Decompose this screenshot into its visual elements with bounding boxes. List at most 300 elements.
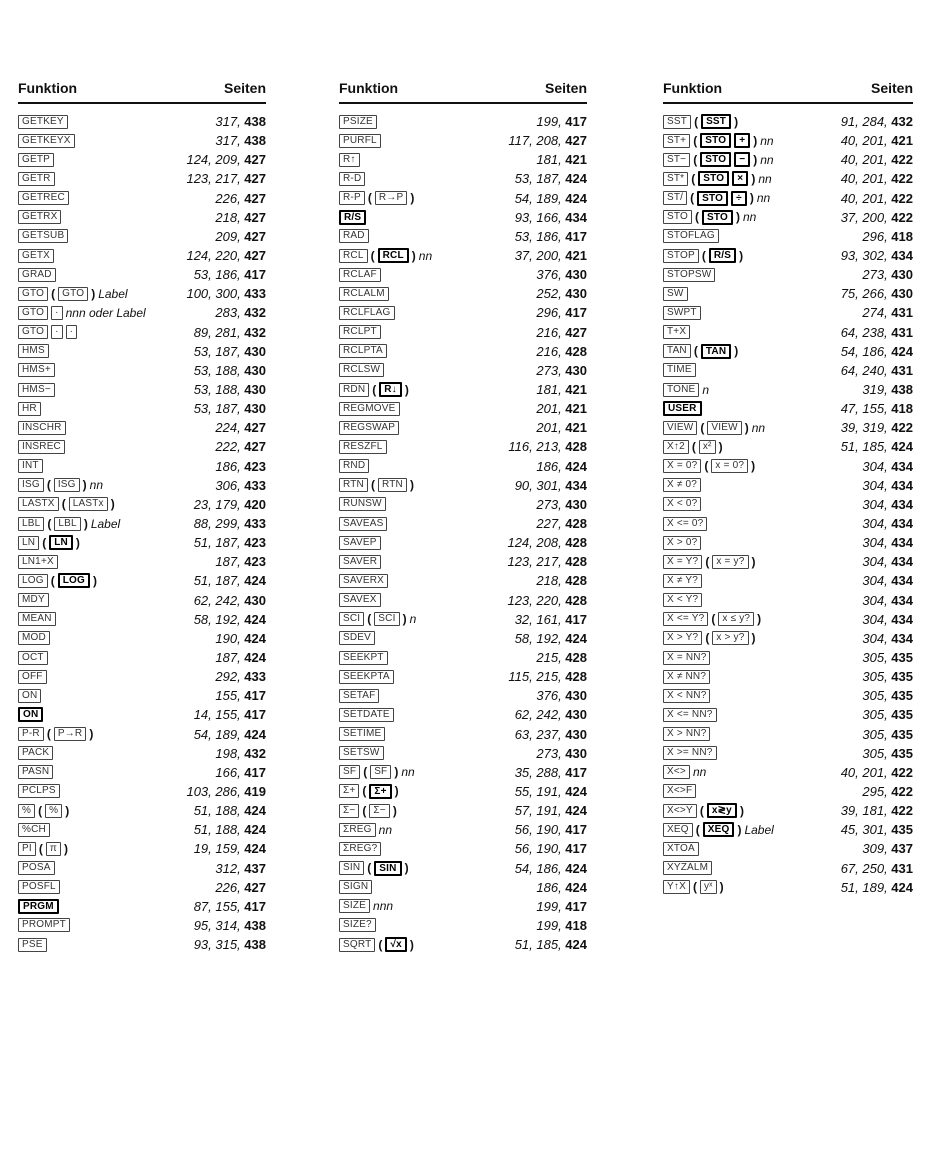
open-paren: ( bbox=[695, 822, 700, 837]
function-key: POSFL bbox=[18, 880, 60, 894]
keyboard-key: SIN bbox=[374, 861, 401, 876]
index-rows bbox=[339, 104, 587, 954]
function-cell bbox=[663, 517, 707, 531]
page-numbers: 58, 192, bbox=[193, 611, 245, 627]
page-numbers: 93, 302, bbox=[840, 248, 892, 264]
function-cell bbox=[339, 497, 386, 511]
main-page-number: 424 bbox=[244, 611, 266, 627]
main-page-number: 422 bbox=[891, 764, 913, 780]
page-numbers: 273, bbox=[536, 362, 566, 378]
page-numbers: 54, 189, bbox=[514, 190, 566, 206]
function-key: SST bbox=[663, 115, 691, 129]
page-numbers: 199, bbox=[536, 898, 566, 914]
function-cell bbox=[339, 689, 379, 703]
page-refs bbox=[215, 114, 266, 129]
page-numbers: 51, 187, bbox=[193, 573, 245, 589]
main-page-number: 421 bbox=[891, 133, 913, 149]
column-header bbox=[339, 80, 587, 104]
index-row bbox=[663, 591, 913, 610]
function-cell bbox=[18, 421, 66, 435]
page-numbers: 115, 215, bbox=[508, 669, 566, 685]
page-numbers: 187, bbox=[215, 554, 245, 570]
page-refs bbox=[862, 593, 913, 608]
main-page-number: 435 bbox=[891, 726, 913, 742]
main-page-number: 434 bbox=[891, 554, 913, 570]
page-numbers: 305, bbox=[862, 726, 892, 742]
function-key: STO bbox=[663, 210, 692, 224]
function-key: X <= NN? bbox=[663, 708, 717, 722]
function-cell bbox=[18, 823, 50, 837]
main-page-number: 434 bbox=[565, 209, 587, 225]
function-cell bbox=[18, 363, 55, 377]
function-key: X >= NN? bbox=[663, 746, 717, 760]
function-key: SIZE bbox=[339, 899, 370, 913]
main-page-number: 428 bbox=[565, 516, 587, 532]
main-page-number: 417 bbox=[565, 114, 587, 130]
main-page-number: 428 bbox=[565, 343, 587, 359]
pages-header: Seiten bbox=[870, 80, 913, 96]
function-cell bbox=[18, 938, 47, 952]
page-numbers: 53, 186, bbox=[193, 267, 245, 283]
function-cell bbox=[339, 555, 381, 569]
main-page-number: 427 bbox=[244, 248, 266, 264]
index-row bbox=[339, 935, 587, 954]
function-cell bbox=[18, 383, 55, 397]
main-page-number: 424 bbox=[244, 650, 266, 665]
page-refs bbox=[862, 650, 913, 665]
function-cell bbox=[18, 880, 60, 894]
page-refs bbox=[194, 535, 266, 550]
function-key: HMS bbox=[18, 344, 49, 358]
parameter-suffix: nn bbox=[378, 822, 393, 837]
function-key: PRGM bbox=[18, 899, 59, 914]
page-refs bbox=[515, 171, 587, 186]
page-numbers: 216, bbox=[536, 343, 566, 359]
close-paren: ) bbox=[409, 937, 414, 952]
main-page-number: 424 bbox=[565, 630, 587, 646]
page-numbers: 155, bbox=[215, 688, 245, 704]
page-numbers: 187, bbox=[215, 650, 245, 665]
page-refs bbox=[862, 478, 913, 493]
parameter-suffix: Label bbox=[98, 286, 128, 301]
open-paren: ( bbox=[691, 171, 696, 186]
index-row bbox=[339, 820, 587, 839]
index-row bbox=[339, 189, 587, 208]
open-paren: ( bbox=[704, 459, 709, 474]
page-numbers: 295, bbox=[862, 783, 892, 799]
page-numbers: 304, bbox=[862, 458, 892, 474]
function-key: GETR bbox=[18, 172, 55, 186]
function-key: SETSW bbox=[339, 746, 384, 760]
index-row bbox=[18, 858, 266, 877]
page-numbers: 304, bbox=[862, 535, 892, 551]
main-page-number: 417 bbox=[565, 898, 587, 914]
main-page-number: 434 bbox=[891, 516, 913, 532]
page-refs bbox=[862, 267, 913, 282]
main-page-number: 423 bbox=[244, 458, 266, 474]
main-page-number: 437 bbox=[244, 860, 266, 876]
function-key: RESZFL bbox=[339, 440, 387, 454]
function-cell bbox=[18, 478, 103, 492]
function-key: GETKEYX bbox=[18, 134, 75, 148]
parameter-suffix: nn bbox=[742, 210, 757, 225]
page-refs bbox=[536, 286, 587, 301]
page-numbers: 216, bbox=[536, 324, 566, 340]
function-key: STOP bbox=[663, 249, 699, 263]
index-row bbox=[663, 208, 913, 227]
open-paren: ( bbox=[370, 478, 375, 493]
open-paren: ( bbox=[38, 803, 43, 818]
page-refs bbox=[862, 497, 913, 512]
function-cell bbox=[663, 287, 688, 301]
function-cell bbox=[663, 670, 710, 684]
page-numbers: 292, bbox=[215, 669, 245, 685]
index-row bbox=[18, 112, 266, 131]
function-cell bbox=[18, 344, 49, 358]
function-cell bbox=[18, 842, 68, 856]
parameter-suffix: nn bbox=[760, 152, 774, 167]
function-cell bbox=[18, 134, 75, 148]
function-cell bbox=[663, 765, 706, 779]
function-key: X = Y? bbox=[663, 555, 702, 569]
index-row bbox=[339, 571, 587, 590]
function-cell bbox=[663, 803, 744, 818]
index-row bbox=[18, 246, 266, 265]
page-numbers: 39, 181, bbox=[840, 803, 892, 819]
open-paren: ( bbox=[46, 727, 51, 742]
page-refs bbox=[862, 459, 913, 474]
close-paren: ) bbox=[734, 114, 739, 129]
page-numbers: 124, 220, bbox=[186, 248, 245, 264]
function-key: X = 0? bbox=[663, 459, 701, 473]
parameter-suffix: nn bbox=[401, 765, 415, 780]
function-key: STOFLAG bbox=[663, 229, 719, 243]
page-refs bbox=[536, 401, 587, 416]
page-numbers: 201, bbox=[536, 401, 566, 417]
function-key: SETIME bbox=[339, 727, 385, 741]
page-refs bbox=[194, 267, 266, 282]
index-row bbox=[663, 131, 913, 150]
page-numbers: 91, 284, bbox=[840, 114, 892, 130]
function-key: RCLALM bbox=[339, 287, 389, 301]
function-key: X<> bbox=[663, 765, 690, 779]
function-cell bbox=[663, 822, 774, 837]
keyboard-key: LASTx bbox=[69, 497, 108, 511]
page-numbers: 309, bbox=[862, 841, 892, 857]
page-numbers: 304, bbox=[862, 496, 892, 512]
main-page-number: 430 bbox=[565, 286, 587, 302]
main-page-number: 427 bbox=[244, 152, 266, 168]
index-row bbox=[663, 725, 913, 744]
page-numbers: 103, 286, bbox=[186, 783, 245, 799]
function-cell bbox=[663, 401, 702, 416]
keyboard-key: LN bbox=[49, 535, 73, 550]
function-cell bbox=[663, 612, 761, 626]
function-cell bbox=[18, 268, 56, 282]
page-numbers: 218, bbox=[536, 573, 566, 589]
function-cell bbox=[663, 536, 701, 550]
function-cell bbox=[18, 115, 68, 129]
function-key: · bbox=[51, 306, 63, 320]
keyboard-key: STO bbox=[698, 171, 729, 186]
function-key: X = NN? bbox=[663, 651, 710, 665]
main-page-number: 433 bbox=[244, 516, 266, 532]
close-paren: ) bbox=[734, 344, 739, 359]
function-key: RND bbox=[339, 459, 369, 473]
keyboard-key: VIEW bbox=[707, 421, 741, 435]
function-header: Funktion bbox=[339, 80, 399, 96]
function-cell bbox=[339, 765, 415, 779]
function-cell bbox=[339, 440, 387, 454]
page-numbers: 198, bbox=[215, 745, 245, 761]
keyboard-key: RCL bbox=[378, 248, 409, 263]
index-row bbox=[18, 820, 266, 839]
function-cell bbox=[339, 842, 381, 856]
function-cell bbox=[18, 153, 54, 167]
page-numbers: 304, bbox=[862, 477, 892, 493]
page-numbers: 123, 220, bbox=[507, 592, 566, 608]
keyboard-key: R↓ bbox=[379, 382, 402, 397]
main-page-number: 428 bbox=[565, 554, 587, 570]
page-refs bbox=[215, 861, 266, 876]
page-numbers: 53, 187, bbox=[193, 343, 245, 359]
index-row bbox=[339, 705, 587, 724]
function-key: SW bbox=[663, 287, 688, 301]
close-paren: ) bbox=[63, 841, 68, 856]
index-row bbox=[339, 150, 587, 169]
index-row bbox=[18, 150, 266, 169]
main-page-number: 435 bbox=[891, 707, 913, 723]
function-key: GTO bbox=[18, 306, 48, 320]
function-cell bbox=[663, 191, 770, 206]
page-refs bbox=[215, 133, 266, 148]
index-row bbox=[339, 782, 587, 801]
page-numbers: 273, bbox=[862, 267, 892, 283]
function-key: RCL bbox=[339, 249, 368, 263]
page-refs bbox=[862, 746, 913, 761]
index-row bbox=[663, 227, 913, 246]
main-page-number: 431 bbox=[891, 362, 913, 378]
index-rows bbox=[663, 104, 913, 897]
page-refs bbox=[194, 363, 266, 378]
close-paren: ) bbox=[718, 439, 723, 454]
page-refs bbox=[862, 554, 913, 569]
function-key: GETRX bbox=[18, 210, 61, 224]
page-numbers: 56, 190, bbox=[514, 822, 566, 838]
index-row bbox=[663, 858, 913, 877]
function-cell bbox=[18, 784, 60, 798]
page-refs bbox=[841, 439, 913, 454]
function-key: HR bbox=[18, 402, 41, 416]
index-row bbox=[339, 725, 587, 744]
function-key: GETP bbox=[18, 153, 54, 167]
index-row bbox=[18, 208, 266, 227]
page-numbers: 40, 201, bbox=[840, 190, 892, 206]
page-numbers: 56, 190, bbox=[514, 841, 566, 857]
keyboard-key: Σ− bbox=[369, 804, 389, 818]
page-numbers: 54, 186, bbox=[840, 343, 892, 359]
page-refs bbox=[186, 248, 266, 263]
close-paren: ) bbox=[737, 822, 742, 837]
page-refs bbox=[862, 784, 913, 799]
main-page-number: 435 bbox=[891, 822, 913, 838]
page-numbers: 283, bbox=[215, 305, 245, 321]
index-row bbox=[18, 801, 266, 820]
keyboard-key: x² bbox=[699, 440, 716, 454]
main-page-number: 428 bbox=[565, 592, 587, 608]
function-cell bbox=[18, 210, 61, 224]
function-key: X > 0? bbox=[663, 536, 701, 550]
close-paren: ) bbox=[410, 191, 415, 206]
function-key: SDEV bbox=[339, 631, 375, 645]
page-numbers: 226, bbox=[215, 190, 245, 206]
pages-header: Seiten bbox=[544, 80, 587, 96]
page-refs bbox=[536, 516, 587, 531]
page-numbers: 55, 191, bbox=[514, 783, 566, 799]
open-paren: ( bbox=[367, 191, 372, 206]
open-paren: ( bbox=[699, 803, 704, 818]
keyboard-key: STO bbox=[700, 152, 731, 167]
function-key: R-D bbox=[339, 172, 365, 186]
close-paren: ) bbox=[744, 420, 749, 435]
keyboard-key: x ≤ y? bbox=[718, 612, 754, 626]
page-refs bbox=[515, 229, 587, 244]
index-row bbox=[339, 208, 587, 227]
function-key: PASN bbox=[18, 765, 53, 779]
function-cell bbox=[339, 210, 366, 225]
function-cell bbox=[663, 651, 710, 665]
function-key: SIN bbox=[339, 861, 364, 875]
index-row bbox=[339, 591, 587, 610]
page-numbers: 64, 240, bbox=[840, 362, 892, 378]
index-row bbox=[663, 246, 913, 265]
function-key: XTOA bbox=[663, 842, 699, 856]
page-refs bbox=[215, 554, 266, 569]
parameter-suffix: n bbox=[702, 382, 710, 397]
function-cell bbox=[339, 191, 414, 205]
index-row bbox=[18, 667, 266, 686]
function-cell bbox=[339, 708, 394, 722]
page-numbers: 19, 159, bbox=[193, 841, 245, 857]
page-numbers: 273, bbox=[536, 496, 566, 512]
function-cell bbox=[18, 727, 93, 741]
page-numbers: 274, bbox=[862, 305, 892, 321]
index-row bbox=[663, 323, 913, 342]
index-row bbox=[339, 878, 587, 897]
page-refs bbox=[841, 133, 913, 148]
page-numbers: 273, bbox=[536, 745, 566, 761]
index-row bbox=[339, 629, 587, 648]
page-refs bbox=[194, 822, 266, 837]
close-paren: ) bbox=[751, 631, 756, 646]
page-numbers: 90, 301, bbox=[514, 477, 566, 493]
function-cell bbox=[18, 249, 54, 263]
page-numbers: 93, 315, bbox=[193, 937, 245, 953]
page-numbers: 304, bbox=[862, 516, 892, 532]
function-cell bbox=[18, 612, 56, 626]
function-cell bbox=[18, 497, 115, 511]
function-cell bbox=[663, 880, 724, 894]
page-numbers: 23, 179, bbox=[193, 496, 245, 512]
page-refs bbox=[862, 612, 913, 627]
page-refs bbox=[841, 114, 913, 129]
function-key: LN bbox=[18, 536, 39, 550]
close-paren: ) bbox=[394, 765, 399, 780]
main-page-number: 420 bbox=[244, 496, 266, 512]
function-cell bbox=[18, 440, 65, 454]
open-paren: ( bbox=[693, 133, 698, 148]
page-refs bbox=[515, 765, 587, 780]
page-refs bbox=[215, 420, 266, 435]
main-page-number: 427 bbox=[244, 439, 266, 455]
page-refs bbox=[862, 229, 913, 244]
main-page-number: 423 bbox=[244, 535, 266, 551]
index-row bbox=[663, 878, 913, 897]
function-cell bbox=[663, 325, 690, 339]
main-page-number: 428 bbox=[565, 650, 587, 665]
page-refs bbox=[194, 325, 266, 340]
main-page-number: 432 bbox=[891, 114, 913, 130]
main-page-number: 424 bbox=[244, 726, 266, 742]
page-numbers: 37, 200, bbox=[514, 248, 566, 264]
main-page-number: 424 bbox=[891, 439, 913, 455]
page-numbers: 376, bbox=[536, 267, 566, 283]
parameter-suffix: nn bbox=[418, 248, 433, 263]
main-page-number: 424 bbox=[244, 630, 266, 646]
main-page-number: 434 bbox=[891, 477, 913, 493]
main-page-number: 433 bbox=[244, 286, 266, 302]
main-page-number: 417 bbox=[244, 267, 266, 283]
function-cell bbox=[663, 746, 717, 760]
close-paren: ) bbox=[411, 248, 416, 263]
main-page-number: 434 bbox=[891, 458, 913, 474]
open-paren: ( bbox=[694, 210, 699, 225]
function-cell bbox=[663, 248, 743, 263]
function-cell bbox=[18, 918, 70, 932]
page-refs bbox=[841, 210, 913, 225]
index-row bbox=[18, 533, 266, 552]
main-page-number: 434 bbox=[565, 477, 587, 493]
index-row bbox=[339, 610, 587, 629]
main-page-number: 427 bbox=[244, 879, 266, 895]
page-refs bbox=[515, 727, 587, 742]
function-key: ST− bbox=[663, 153, 690, 167]
open-paren: ( bbox=[362, 784, 367, 799]
function-cell bbox=[339, 804, 397, 818]
function-key: ΣREG bbox=[339, 823, 376, 837]
page-refs bbox=[215, 880, 266, 895]
main-page-number: 434 bbox=[891, 611, 913, 627]
page-numbers: 40, 201, bbox=[840, 152, 892, 168]
page-numbers: 75, 266, bbox=[840, 286, 892, 302]
page-numbers: 199, bbox=[536, 917, 566, 933]
index-rows bbox=[18, 104, 266, 954]
index-row bbox=[339, 667, 587, 686]
index-row bbox=[339, 169, 587, 188]
page-refs bbox=[515, 937, 587, 952]
page-refs bbox=[536, 573, 587, 588]
keyboard-key: π bbox=[46, 842, 61, 856]
parameter-suffix: Label bbox=[90, 516, 121, 531]
page-numbers: 100, 300, bbox=[186, 286, 245, 302]
page-numbers: 376, bbox=[536, 688, 566, 704]
page-numbers: 35, 288, bbox=[514, 764, 566, 780]
function-key: PI bbox=[18, 842, 36, 856]
main-page-number: 431 bbox=[891, 860, 913, 876]
page-numbers: 39, 319, bbox=[840, 420, 892, 436]
page-refs bbox=[841, 325, 913, 340]
index-row bbox=[339, 686, 587, 705]
